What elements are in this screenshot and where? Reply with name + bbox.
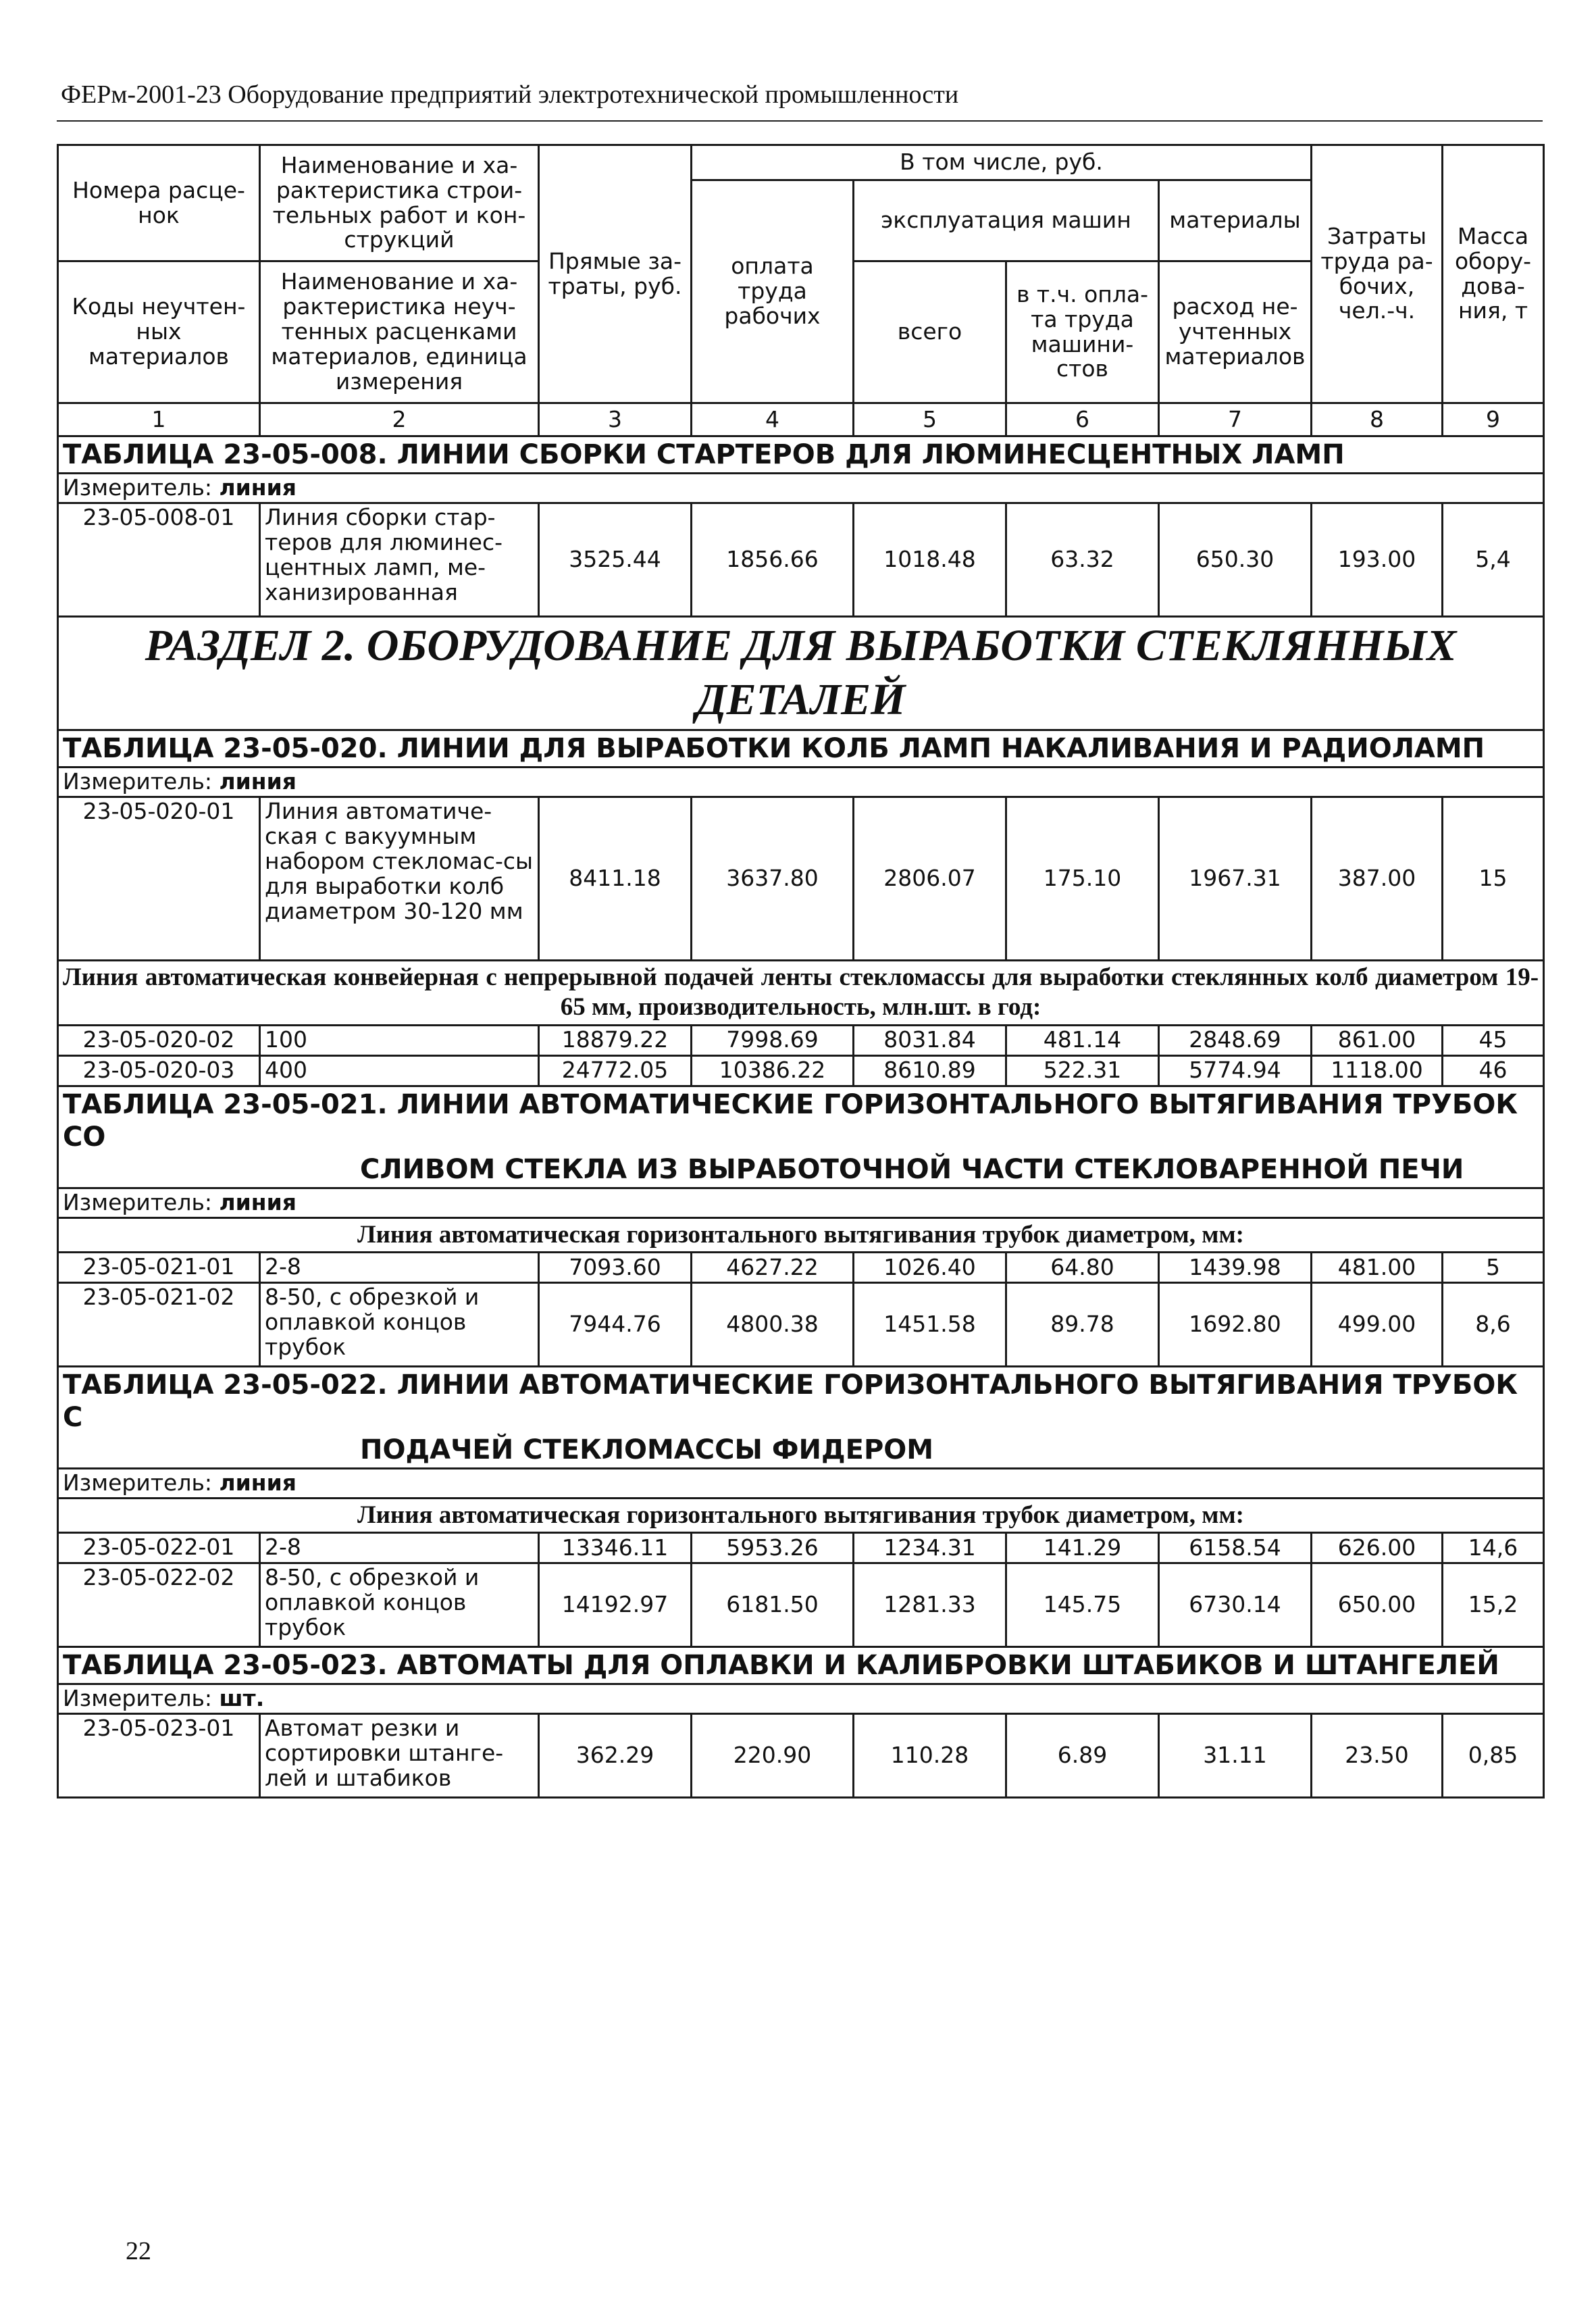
labor: 193.00	[1312, 503, 1443, 616]
table-title: ТАБЛИЦА 23-05-020. ЛИНИИ ДЛЯ ВЫРАБОТКИ КОЛБ ЛАМП НАКАЛИВАНИЯ И РАДИОЛАМП	[58, 730, 1544, 767]
machines-total: 1026.40	[854, 1253, 1006, 1283]
rate-name: Линия автоматиче-ская с вакуумным набором стекломас-сы для выработки колб диаметром 30-120 мм	[260, 797, 539, 960]
col-header-machines-total: всего	[854, 261, 1006, 403]
col-number: 6	[1006, 403, 1159, 436]
rate-code: 23-05-008-01	[58, 503, 260, 616]
rate-name: 8-50, с обрезкой и оплавкой концов трубок	[260, 1563, 539, 1647]
col-number: 8	[1312, 403, 1443, 436]
measure-line	[58, 767, 1544, 797]
machines-total: 2806.07	[854, 797, 1006, 960]
table-title: ТАБЛИЦА 23-05-008. ЛИНИИ СБОРКИ СТАРТЕРОВ ДЛЯ ЛЮМИНЕСЦЕНТНЫХ ЛАМП	[58, 436, 1544, 474]
materials: 1967.31	[1159, 797, 1312, 960]
col-header-name-unaccounted: Наименование и ха-рактеристика неуч-тенных расценками материалов, единица измерения	[260, 261, 539, 403]
rate-code: 23-05-021-01	[58, 1253, 260, 1283]
machinists-wages: 522.31	[1006, 1055, 1159, 1086]
table-title	[58, 1367, 1544, 1469]
wages: 10386.22	[692, 1055, 854, 1086]
labor: 387.00	[1312, 797, 1443, 960]
rates-table	[57, 144, 1545, 1799]
mass: 14,6	[1443, 1533, 1544, 1563]
group-heading: Линия автоматическая горизонтального вытягивания трубок диаметром, мм:	[58, 1217, 1544, 1252]
direct-cost: 7944.76	[539, 1283, 692, 1367]
labor: 499.00	[1312, 1283, 1443, 1367]
labor: 861.00	[1312, 1025, 1443, 1055]
table-title	[58, 1086, 1544, 1188]
col-header-name: Наименование и ха-рактеристика строи-тельных работ и кон-струкций	[260, 145, 539, 261]
mass: 0,85	[1443, 1714, 1544, 1798]
machinists-wages: 64.80	[1006, 1253, 1159, 1283]
table-title: ТАБЛИЦА 23-05-023. АВТОМАТЫ ДЛЯ ОПЛАВКИ И КАЛИБРОВКИ ШТАБИКОВ И ШТАНГЕЛЕЙ	[58, 1647, 1544, 1684]
mass: 45	[1443, 1025, 1544, 1055]
rate-code: 23-05-020-01	[58, 797, 260, 960]
col-header-labor: Затраты труда ра-бочих, чел.-ч.	[1312, 145, 1443, 403]
materials: 650.30	[1159, 503, 1312, 616]
col-number: 5	[854, 403, 1006, 436]
direct-cost: 24772.05	[539, 1055, 692, 1086]
group-heading: Линия автоматическая конвейерная с непрерывной подачей ленты стекломассы для выработки стеклянных колб диаметром 19-65 мм, производительность, млн.шт. в год:	[58, 960, 1544, 1025]
mass: 5,4	[1443, 503, 1544, 616]
col-header-including: В том числе, руб.	[692, 145, 1312, 180]
rate-name: 8-50, с обрезкой и оплавкой концов трубок	[260, 1283, 539, 1367]
direct-cost: 8411.18	[539, 797, 692, 960]
rate-code: 23-05-020-02	[58, 1025, 260, 1055]
machines-total: 8610.89	[854, 1055, 1006, 1086]
col-number: 1	[58, 403, 260, 436]
rate-name: Автомат резки и сортировки штанге-лей и штабиков	[260, 1714, 539, 1798]
measure-label: Измеритель:	[63, 1469, 213, 1496]
measure-line	[58, 1469, 1544, 1499]
measure-label: Измеритель:	[63, 474, 213, 501]
materials: 1439.98	[1159, 1253, 1312, 1283]
measure-label: Измеритель:	[63, 1188, 213, 1215]
col-header-direct: Прямые за-траты, руб.	[539, 145, 692, 403]
labor: 481.00	[1312, 1253, 1443, 1283]
section-title: РАЗДЕЛ 2. ОБОРУДОВАНИЕ ДЛЯ ВЫРАБОТКИ СТЕКЛЯННЫХ ДЕТАЛЕЙ	[58, 616, 1544, 730]
machinists-wages: 89.78	[1006, 1283, 1159, 1367]
header-rule	[57, 120, 1543, 122]
wages: 6181.50	[692, 1563, 854, 1647]
page-header: ФЕРм-2001-23 Оборудование предприятий электротехнической промышленности	[61, 80, 959, 109]
mass: 15	[1443, 797, 1544, 960]
rate-name: 2-8	[260, 1533, 539, 1563]
rate-name: Линия сборки стар-теров для люминес-центных ламп, ме-ханизированная	[260, 503, 539, 616]
machines-total: 1451.58	[854, 1283, 1006, 1367]
measure-label: Измеритель:	[63, 768, 213, 795]
page-number: 22	[126, 2237, 151, 2265]
col-header-codes: Номера расце-нок	[58, 145, 260, 261]
rate-code: 23-05-023-01	[58, 1714, 260, 1798]
labor: 1118.00	[1312, 1055, 1443, 1086]
machinists-wages: 145.75	[1006, 1563, 1159, 1647]
col-number: 3	[539, 403, 692, 436]
col-header-mass: Масса обору-дова-ния, т	[1443, 145, 1544, 403]
materials: 6730.14	[1159, 1563, 1312, 1647]
labor: 23.50	[1312, 1714, 1443, 1798]
direct-cost: 362.29	[539, 1714, 692, 1798]
wages: 4627.22	[692, 1253, 854, 1283]
wages: 4800.38	[692, 1283, 854, 1367]
wages: 3637.80	[692, 797, 854, 960]
machinists-wages: 63.32	[1006, 503, 1159, 616]
direct-cost: 14192.97	[539, 1563, 692, 1647]
machinists-wages: 141.29	[1006, 1533, 1159, 1563]
rate-code: 23-05-020-03	[58, 1055, 260, 1086]
materials: 31.11	[1159, 1714, 1312, 1798]
labor: 626.00	[1312, 1533, 1443, 1563]
materials: 2848.69	[1159, 1025, 1312, 1055]
measure-unit: линия	[219, 1188, 297, 1215]
col-header-wages: оплата труда рабочих	[692, 180, 854, 403]
col-header-materials-unaccounted: расход не-учтенных материалов	[1159, 261, 1312, 403]
table-title-line: СЛИВОМ СТЕКЛА ИЗ ВЫРАБОТОЧНОЙ ЧАСТИ СТЕКЛОВАРЕННОЙ ПЕЧИ	[360, 1153, 1464, 1185]
mass: 5	[1443, 1253, 1544, 1283]
measure-unit: линия	[219, 768, 297, 795]
measure-unit: линия	[219, 1469, 297, 1496]
table-title-line: ПОДАЧЕЙ СТЕКЛОМАССЫ ФИДЕРОМ	[360, 1434, 934, 1466]
mass: 8,6	[1443, 1283, 1544, 1367]
col-header-machines: эксплуатация машин	[854, 180, 1159, 261]
materials: 1692.80	[1159, 1283, 1312, 1367]
measure-line	[58, 474, 1544, 503]
col-number: 9	[1443, 403, 1544, 436]
machines-total: 110.28	[854, 1714, 1006, 1798]
direct-cost: 18879.22	[539, 1025, 692, 1055]
wages: 5953.26	[692, 1533, 854, 1563]
machinists-wages: 481.14	[1006, 1025, 1159, 1055]
rate-code: 23-05-021-02	[58, 1283, 260, 1367]
col-header-codes-unaccounted: Коды неучтен-ных материалов	[58, 261, 260, 403]
rate-name: 400	[260, 1055, 539, 1086]
mass: 46	[1443, 1055, 1544, 1086]
direct-cost: 13346.11	[539, 1533, 692, 1563]
materials: 6158.54	[1159, 1533, 1312, 1563]
materials: 5774.94	[1159, 1055, 1312, 1086]
machines-total: 1018.48	[854, 503, 1006, 616]
labor: 650.00	[1312, 1563, 1443, 1647]
rate-code: 23-05-022-01	[58, 1533, 260, 1563]
mass: 15,2	[1443, 1563, 1544, 1647]
machinists-wages: 175.10	[1006, 797, 1159, 960]
col-number: 2	[260, 403, 539, 436]
direct-cost: 7093.60	[539, 1253, 692, 1283]
direct-cost: 3525.44	[539, 503, 692, 616]
measure-line	[58, 1684, 1544, 1714]
machines-total: 1281.33	[854, 1563, 1006, 1647]
machines-total: 1234.31	[854, 1533, 1006, 1563]
col-number: 4	[692, 403, 854, 436]
machinists-wages: 6.89	[1006, 1714, 1159, 1798]
wages: 7998.69	[692, 1025, 854, 1055]
rate-name: 2-8	[260, 1253, 539, 1283]
col-number: 7	[1159, 403, 1312, 436]
rate-code: 23-05-022-02	[58, 1563, 260, 1647]
wages: 220.90	[692, 1714, 854, 1798]
machines-total: 8031.84	[854, 1025, 1006, 1055]
col-header-materials: материалы	[1159, 180, 1312, 261]
measure-line	[58, 1188, 1544, 1217]
col-header-machinists-wages: в т.ч. опла-та труда машини-стов	[1006, 261, 1159, 403]
group-heading: Линия автоматическая горизонтального вытягивания трубок диаметром, мм:	[58, 1499, 1544, 1533]
table-title-line: ТАБЛИЦА 23-05-022. ЛИНИИ АВТОМАТИЧЕСКИЕ ГОРИЗОНТАЛЬНОГО ВЫТЯГИВАНИЯ ТРУБОК С	[63, 1369, 1518, 1434]
table-title-line: ТАБЛИЦА 23-05-021. ЛИНИИ АВТОМАТИЧЕСКИЕ ГОРИЗОНТАЛЬНОГО ВЫТЯГИВАНИЯ ТРУБОК СО	[63, 1088, 1518, 1153]
measure-unit: шт.	[219, 1685, 265, 1712]
rate-name: 100	[260, 1025, 539, 1055]
measure-label: Измеритель:	[63, 1685, 213, 1712]
measure-unit: линия	[219, 474, 297, 501]
wages: 1856.66	[692, 503, 854, 616]
